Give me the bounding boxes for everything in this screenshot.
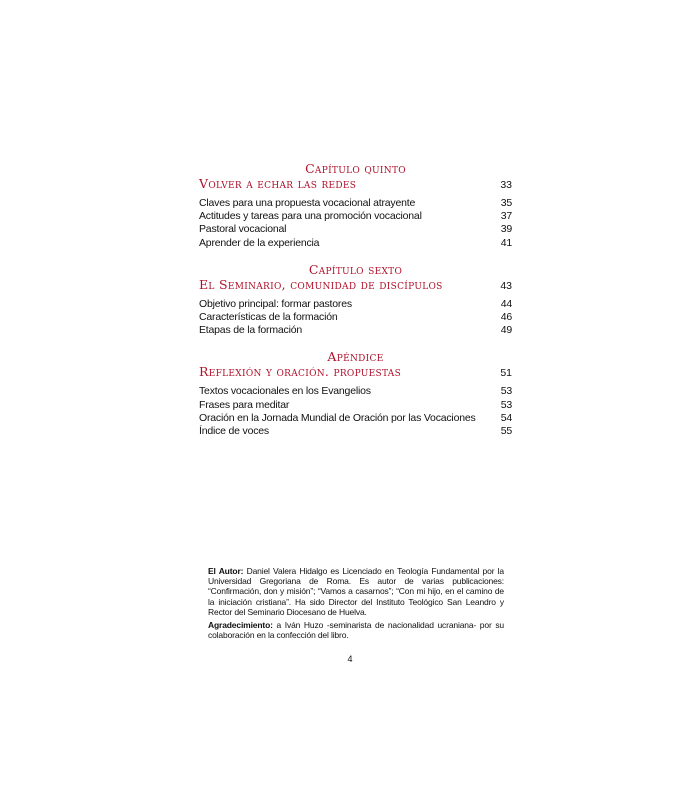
toc-entry	[199, 311, 512, 324]
toc-entry-page: 53	[500, 385, 512, 398]
chapter-page-number: 33	[500, 179, 512, 191]
toc-entry	[199, 399, 512, 412]
toc-entry-text: Textos vocacionales en los Evangelios	[199, 385, 371, 398]
toc-entry-text: Oración en la Jornada Mundial de Oración por las Vocaciones	[199, 411, 476, 424]
toc-section-chapter-6	[199, 263, 512, 338]
chapter-title-row	[199, 176, 512, 193]
chapter-label: Capítulo sexto	[308, 261, 403, 277]
toc-entry-text: Aprender de la experiencia	[199, 236, 320, 249]
toc-entry-page: 39	[500, 223, 512, 236]
toc-entry-page: 37	[500, 210, 512, 223]
toc-entry-page: 53	[500, 398, 512, 411]
toc-entry-page: 49	[500, 324, 512, 337]
chapter-title: Volver a echar las redes	[199, 176, 357, 191]
toc-entry-page: 41	[500, 236, 512, 249]
table-of-contents	[199, 162, 512, 451]
chapter-title-row	[199, 277, 512, 294]
toc-entry-page: 44	[500, 297, 512, 310]
thanks-label: Agradecimiento:	[208, 620, 273, 631]
chapter-page-number: 51	[500, 367, 512, 380]
toc-entry-text: Índice de voces	[199, 425, 269, 438]
toc-entry-text: Pastoral vocacional	[199, 223, 287, 236]
author-notes	[208, 566, 504, 643]
thanks-text: a Iván Huzo -seminarista de nacionalidad ucraniana- por su colaboración en la confección del libro.	[208, 620, 504, 641]
toc-entry	[199, 324, 512, 337]
toc-entry	[199, 237, 512, 250]
chapter-title-row	[199, 364, 512, 381]
toc-entry-page: 55	[500, 425, 512, 438]
toc-entry	[199, 223, 512, 236]
toc-entry-text: Objetivo principal: formar pastores	[199, 297, 352, 310]
chapter-title: El Seminario, comunidad de discípulos	[199, 276, 443, 292]
toc-entry	[199, 210, 512, 223]
toc-entry-page: 35	[500, 197, 512, 209]
toc-entry-text: Frases para meditar	[199, 398, 290, 411]
toc-entry	[199, 412, 512, 425]
toc-entry	[199, 425, 512, 438]
toc-section-chapter-5	[199, 162, 512, 250]
chapter-label: Apéndice	[327, 349, 384, 365]
chapter-label: Capítulo quinto	[305, 161, 406, 176]
toc-entry-page: 54	[500, 411, 512, 424]
toc-section-appendix	[199, 350, 512, 438]
author-paragraph	[208, 566, 504, 617]
toc-entry-text: Actitudes y tareas para una promoción vocacional	[199, 210, 422, 223]
toc-entry	[199, 298, 512, 311]
author-text: Daniel Valera Hidalgo es Licenciado en Teología Fundamental por la Universidad Gregoriana de Roma. Es autor de varias publicaciones: “Confirmación, don y misión”; “Vamos a casarnos”; “Con mi hijo, en el camino de la iniciación cristiana”. Ha sido Director del Instituto Teológico San Leandro y Rector del Seminario Diocesano de Huelva.	[208, 566, 504, 617]
toc-entry-text: Claves para una propuesta vocacional atrayente	[199, 197, 416, 209]
toc-entry-text: Características de la formación	[199, 311, 338, 324]
toc-entry-page: 46	[500, 311, 512, 324]
toc-entry	[199, 385, 512, 398]
chapter-title: Reflexión y oración. propuestas	[199, 364, 402, 380]
author-label: El Autor:	[208, 566, 244, 576]
thanks-paragraph	[208, 620, 504, 640]
toc-entry-text: Etapas de la formación	[199, 324, 302, 337]
toc-entry	[199, 197, 512, 210]
chapter-page-number: 43	[500, 279, 512, 292]
page-number: 4	[347, 654, 353, 664]
